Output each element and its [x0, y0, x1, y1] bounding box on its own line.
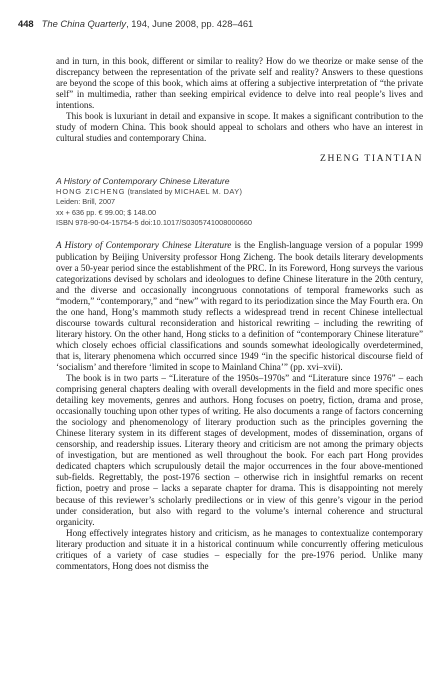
- review-paragraph-3: Hong effectively integrates history and criticism, as he manages to contextualize contemporary literary production and situate it in a historical continuum while concurrently offering meticulous critiques of a variety of case studies – especially for the pre-1976 period. Unlike many commentators, Hong does not dismiss the: [56, 527, 423, 571]
- translator-prefix: (translated by: [125, 186, 175, 196]
- page-number: 448: [18, 18, 34, 29]
- author-line: [56, 187, 423, 197]
- article-body: [56, 56, 423, 572]
- book-author: HONG ZICHENG: [56, 186, 126, 196]
- intro-paragraph-2: This book is luxuriant in detail and expansive in scope. It makes a significant contribution to the study of modern China. This book should appeal to scholars and others who have an interest in cultural studies and contemporary China.: [56, 111, 423, 144]
- pages-price-line: xx + 636 pp. € 99.00; $ 148.00: [56, 207, 157, 217]
- review-paragraph-1-text: is the English-language version of a popular 1999 publication by Beijing University professor Hong Zicheng. The book details literary developments over a 50-year period since the establishment of the PRC. In its Foreword, Hong surveys the various categorizations devised by scholars and ideologues to define Chinese literature in the 20th century, and the diverse and occasionally incongruous connotations of temporal frameworks such as “modern,” “contemporary,” and “new” with regard to its periodization since the May Fourth era. On the one hand, Hong’s mammoth study reflects a widespread trend in recent Chinese intellectual discourse towards cultural reconsideration and historical rewriting – including the rewriting of literary history. On the other hand, Hong sticks to a definition of “contemporary Chinese literature” which closely echoes official classifications and sounds somewhat ideologically overdetermined, that is, literary phenomena which occurred since 1949 “in the specific historical discourse field of ‘socialism’ and therefore ‘limited in scope to Mainland China’” (pp. xvi–xvii).: [56, 240, 423, 372]
- translator-suffix: ): [239, 186, 242, 196]
- review-paragraph-2: The book is in two parts – “Literature of the 1950s–1970s” and “Literature since 1976” – each comprising general chapters dealing with overall developments in the field and more specific ones detailing key movements, genres and authors. Hong focuses on poetry, fiction, drama and prose, occasionally touching upon other types of writing. He also documents a range of factors concerning the sociology and phenomenology of literary production such as the principles governing the Chinese literary system in its different stages of development, modes of dissemination, organs of censorship, and readership issues. Literary theory and criticism are not among the primary objects of investigation, but are mentioned as well throughout the book. For each part Hong provides dedicated chapters which scrupulously detail the major occurrences in the four above-mentioned sub-fields. Regrettably, the post-1976 section – otherwise rich in insightful remarks on recent fiction, poetry and prose – lacks a separate chapter for drama. This is disappointing not merely because of this reviewer’s scholarly predilections or in view of this genre’s vigour in the period under consideration, but also with regard to the volume’s internal coherence and structural organicity.: [56, 373, 423, 527]
- isbn-doi-line: ISBN 978-90-04-15754-5 doi:10.1017/S0305741008000660: [56, 218, 253, 228]
- issue-info: , 194, June 2008, pp. 428–461: [126, 18, 254, 29]
- review-paragraph-1: [56, 240, 423, 373]
- running-header: [18, 18, 423, 32]
- reviewer-signature: ZHENG TIANTIAN: [320, 153, 423, 165]
- publisher-line: Leiden: Brill, 2007: [56, 197, 116, 207]
- review-book-title: A History of Contemporary Chinese Literature: [56, 240, 232, 251]
- translator-name: MICHAEL M. DAY: [174, 186, 240, 196]
- intro-paragraph-1: and in turn, in this book, different or similar to reality? How do we theorize or make sense of the discrepancy between the representation of the private self and reality? Answers to these questions are beyond the scope of this book, which aims at offering a subjective interpretation of “the private self” in multimedia, rather than seeking empirical evidence to delve into real people’s lives and intentions.: [56, 56, 423, 111]
- bibliographic-entry: [56, 176, 423, 228]
- journal-title: The China Quarterly: [41, 18, 127, 29]
- book-title: A History of Contemporary Chinese Literature: [56, 176, 230, 187]
